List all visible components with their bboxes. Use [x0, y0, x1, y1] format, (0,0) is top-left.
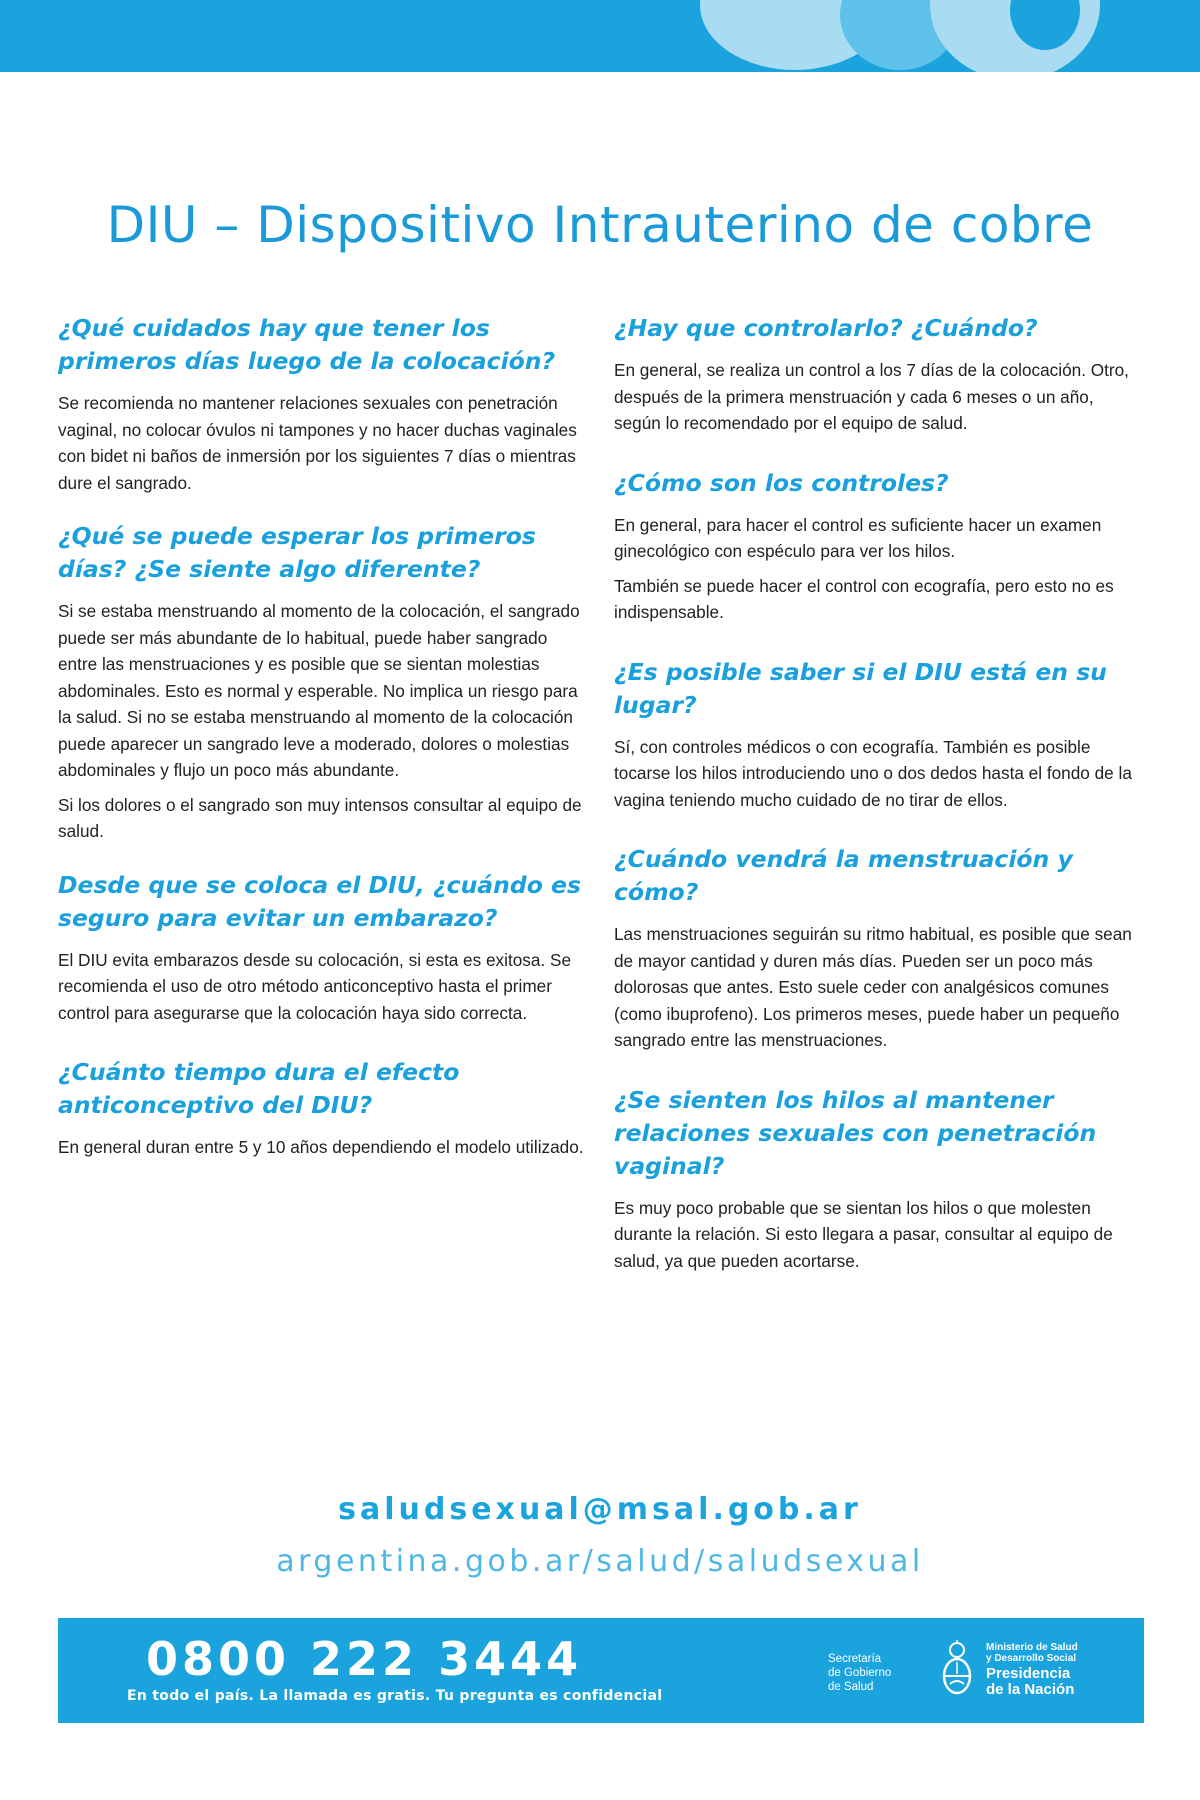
secretaria-label: Secretaría de Gobierno de Salud [828, 1653, 892, 1693]
faq-answer: Las menstruaciones seguirán su ritmo habitual, es posible que sean de mayor cantidad y duren más días. Pueden ser un poco más dolorosas que antes. Esto suele ceder con analgésicos comunes (como ibuprofeno). Los primeros meses, puede haber un pequeño sangrado entre las menstruaciones. [614, 924, 1132, 1050]
contact-email-link[interactable]: saludsexual@msal.gob.ar [338, 1492, 862, 1527]
footer-bar [58, 1618, 1144, 1723]
ministerio-label: Ministerio de Salud y Desarrollo Social [986, 1642, 1078, 1664]
page-title: DIU – Dispositivo Intrauterino de cobre [106, 196, 1094, 254]
faq-section [614, 312, 1144, 437]
faq-section [58, 869, 588, 1027]
faq-answer: En general, para hacer el control es suficiente hacer un examen ginecológico con espéculo para ver los hilos. [614, 514, 1102, 561]
faq-section [58, 312, 588, 496]
faq-answer: En general duran entre 5 y 10 años dependiendo el modelo utilizado. [58, 1137, 584, 1157]
faq-section [614, 843, 1144, 1054]
hotline-note: En todo el país. La llamada es gratis. Tu pregunta es confidencial [127, 1688, 663, 1704]
left-column [58, 312, 588, 1169]
faq-answer: También se puede hacer el control con ecografía, pero esto no es indispensable. [614, 575, 1114, 622]
faq-question: ¿Qué cuidados hay que tener los primeros días luego de la colocación? [58, 314, 556, 375]
faq-answer: Si los dolores o el sangrado son muy intensos consultar al equipo de salud. [58, 794, 582, 841]
faq-question: ¿Cuánto tiempo dura el efecto anticonceptivo del DIU? [58, 1058, 460, 1119]
faq-section [614, 656, 1144, 814]
faq-answer: El DIU evita embarazos desde su colocación, si esta es exitosa. Se recomienda el uso de otro método anticonceptivo hasta el primer control para asegurarse que la colocación haya sido correcta. [58, 949, 572, 1023]
faq-question: ¿Se sienten los hilos al mantener relaciones sexuales con penetración vaginal? [614, 1085, 1097, 1180]
faq-question: ¿Cómo son los controles? [614, 468, 949, 497]
faq-question: ¿Es posible saber si el DIU está en su lugar? [614, 657, 1107, 719]
faq-answer: En general, se realiza un control a los 7 días de la colocación. Otro, después de la primera menstruación y cada 6 meses o un año, según lo recomendado por el equipo de salud. [614, 360, 1129, 433]
faq-answer: Se recomienda no mantener relaciones sexuales con penetración vaginal, no colocar óvulos ni tampones y no hacer duchas vaginales con bidet ni baños de inmersión por los siguientes 7 días o mientras dure el sangrado. [58, 393, 577, 493]
top-decorative-band [0, 0, 1200, 72]
faq-question: Desde que se coloca el DIU, ¿cuándo es seguro para evitar un embarazo? [58, 870, 581, 932]
faq-section [58, 520, 588, 845]
faq-answer: Si se estaba menstruando al momento de la colocación, el sangrado puede ser más abundante de lo habitual, puede haber sangrado entre las menstruaciones y es posible que se sientan molestias abdominales. Esto es normal y esperable. No implica un riesgo para la salud. Si no se estaba menstruando al momento de la colocación puede aparecer un sangrado leve a moderado, dolores o molestias abdominales y flujo un poco más abundante. [58, 601, 580, 780]
faq-section [614, 1084, 1144, 1275]
national-coat-of-arms-icon [938, 1640, 976, 1700]
faq-answer: Sí, con controles médicos o con ecografía. También es posible tocarse los hilos introduciendo uno o dos dedos hasta el fondo de la vagina teniendo mucho cuidado de no tirar de ellos. [614, 736, 1132, 810]
faq-question: ¿Qué se puede esperar los primeros días? ¿Se siente algo diferente? [58, 522, 536, 583]
faq-section [614, 467, 1144, 626]
faq-question: ¿Cuándo vendrá la menstruación y cómo? [614, 845, 1073, 906]
contact-website-link[interactable]: argentina.gob.ar/salud/saludsexual [276, 1544, 924, 1579]
hotline-phone-number[interactable]: 0800 222 3444 [146, 1632, 583, 1686]
faq-question: ¿Hay que controlarlo? ¿Cuándo? [614, 314, 1038, 342]
right-column [614, 312, 1144, 1282]
faq-section [58, 1056, 588, 1161]
presidencia-label: Presidencia de la Nación [986, 1665, 1075, 1698]
faq-answer: Es muy poco probable que se sientan los hilos o que molesten durante la relación. Si esto llegara a pasar, consultar al equipo de salud, ya que pueden acortarse. [614, 1197, 1113, 1271]
